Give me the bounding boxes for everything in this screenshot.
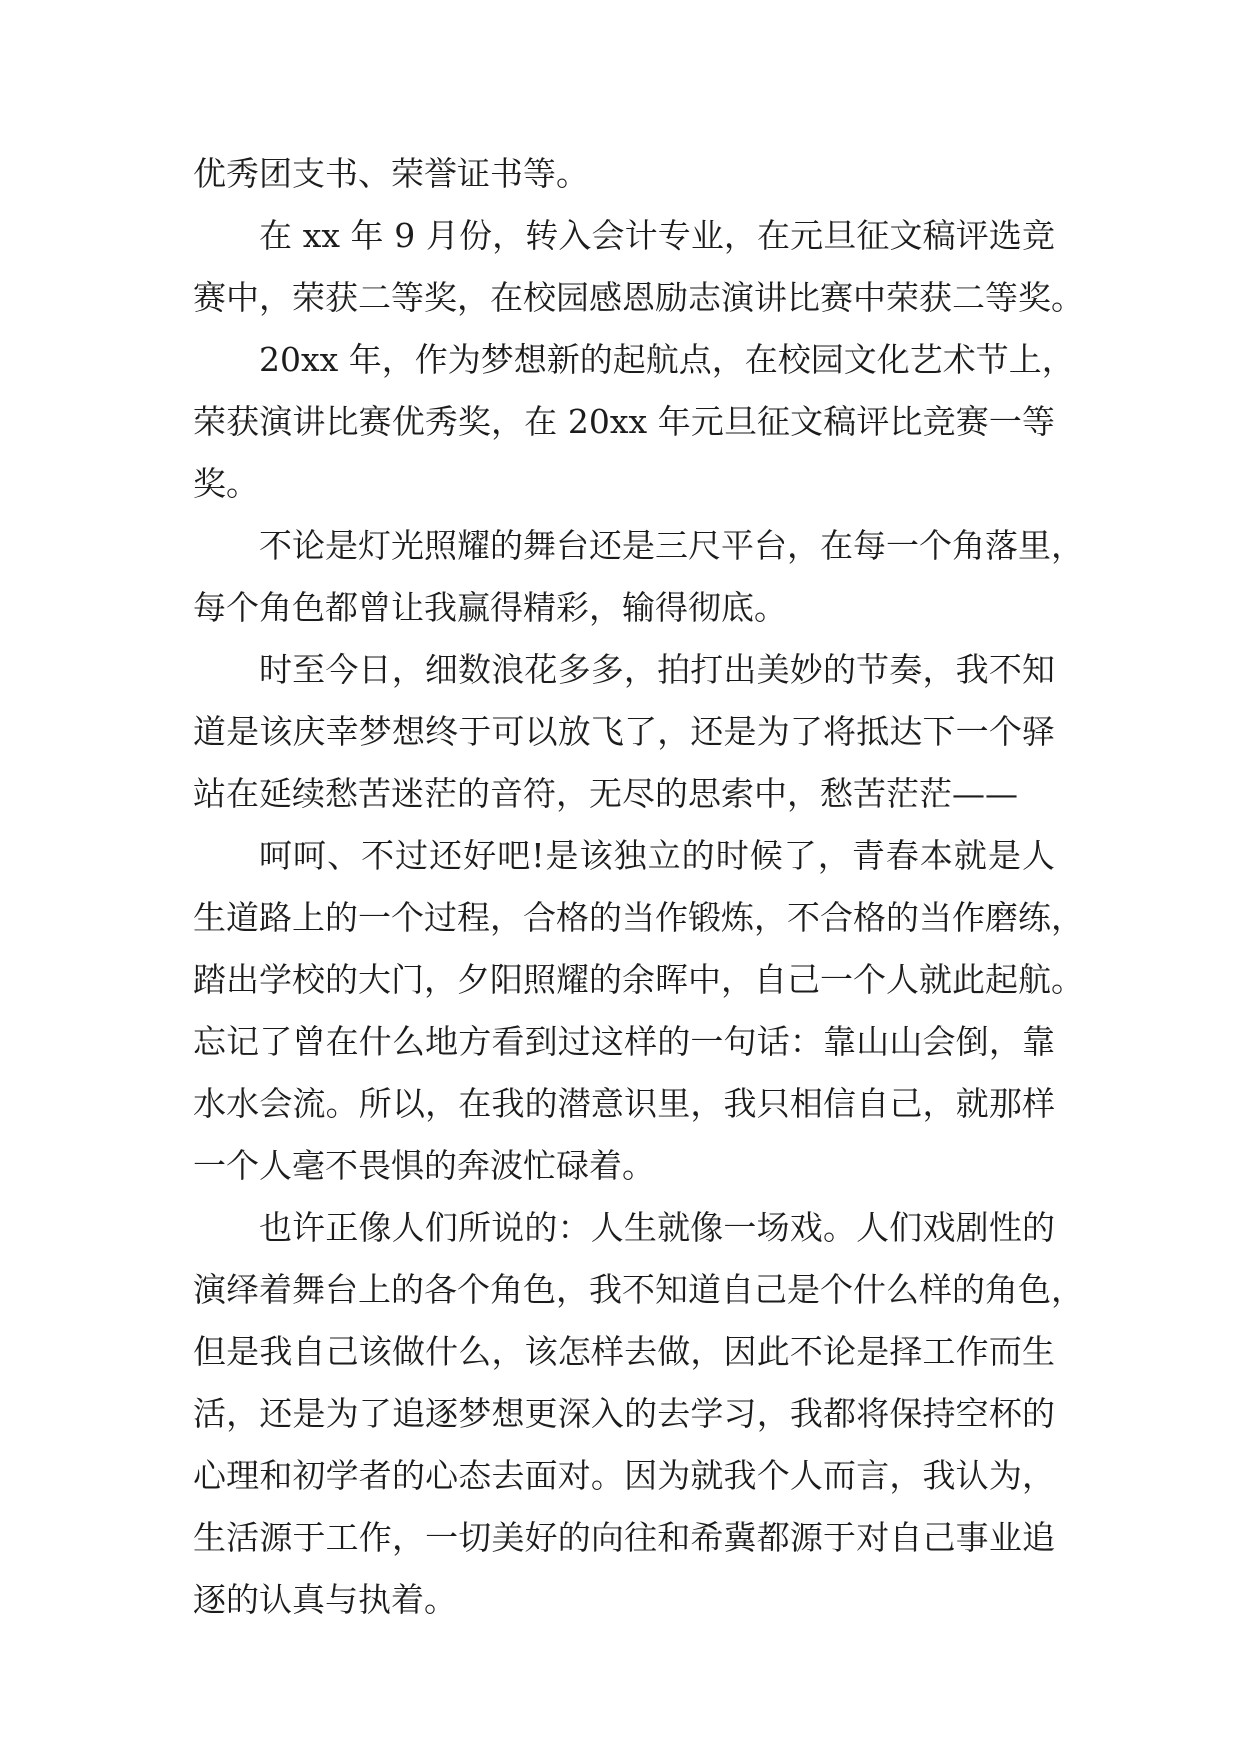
text-line: 呵呵、不过还好吧!是该独立的时候了，青春本就是人	[259, 836, 1055, 875]
text-line: 逐的认真与执着。	[193, 1580, 457, 1619]
text-line: 在 xx 年 9 月份，转入会计专业，在元旦征文稿评选竞	[259, 216, 1055, 255]
text-line: 踏出学校的大门，夕阳照耀的余晖中，自己一个人就此起航。	[193, 960, 1084, 999]
text-line: 20xx 年，作为梦想新的起航点，在校园文化艺术节上，	[259, 340, 1075, 379]
text-line: 不论是灯光照耀的舞台还是三尺平台，在每一个角落里，	[259, 526, 1084, 565]
text-line: 演绎着舞台上的各个角色，我不知道自己是个什么样的角色，	[193, 1270, 1084, 1309]
text-line: 忘记了曾在什么地方看到过这样的一句话：靠山山会倒，靠	[193, 1022, 1055, 1061]
text-line: 站在延续愁苦迷茫的音符，无尽的思索中，愁苦茫茫——	[193, 774, 1018, 813]
text-line: 时至今日，细数浪花多多，拍打出美妙的节奏，我不知	[259, 650, 1055, 689]
text-line: 水水会流。所以，在我的潜意识里，我只相信自己，就那样	[193, 1084, 1055, 1123]
text-line: 但是我自己该做什么，该怎样去做，因此不论是择工作而生	[193, 1332, 1055, 1371]
text-line: 优秀团支书、荣誉证书等。	[193, 154, 589, 193]
text-line: 奖。	[193, 464, 259, 503]
text-line: 生道路上的一个过程，合格的当作锻炼，不合格的当作磨练，	[193, 898, 1084, 937]
text-line: 生活源于工作，一切美好的向往和希冀都源于对自己事业追	[193, 1518, 1055, 1557]
text-line: 一个人毫不畏惧的奔波忙碌着。	[193, 1146, 655, 1185]
text-line: 道是该庆幸梦想终于可以放飞了，还是为了将抵达下一个驿	[193, 712, 1055, 751]
text-line: 荣获演讲比赛优秀奖，在 20xx 年元旦征文稿评比竞赛一等	[193, 402, 1055, 441]
text-line: 每个角色都曾让我赢得精彩，输得彻底。	[193, 588, 787, 627]
text-line: 赛中，荣获二等奖，在校园感恩励志演讲比赛中荣获二等奖。	[193, 278, 1084, 317]
text-line: 也许正像人们所说的：人生就像一场戏。人们戏剧性的	[259, 1208, 1055, 1247]
text-line: 活，还是为了追逐梦想更深入的去学习，我都将保持空杯的	[193, 1394, 1055, 1433]
body-text	[193, 154, 1084, 1644]
text-line: 心理和初学者的心态去面对。因为就我个人而言，我认为，	[193, 1456, 1055, 1495]
